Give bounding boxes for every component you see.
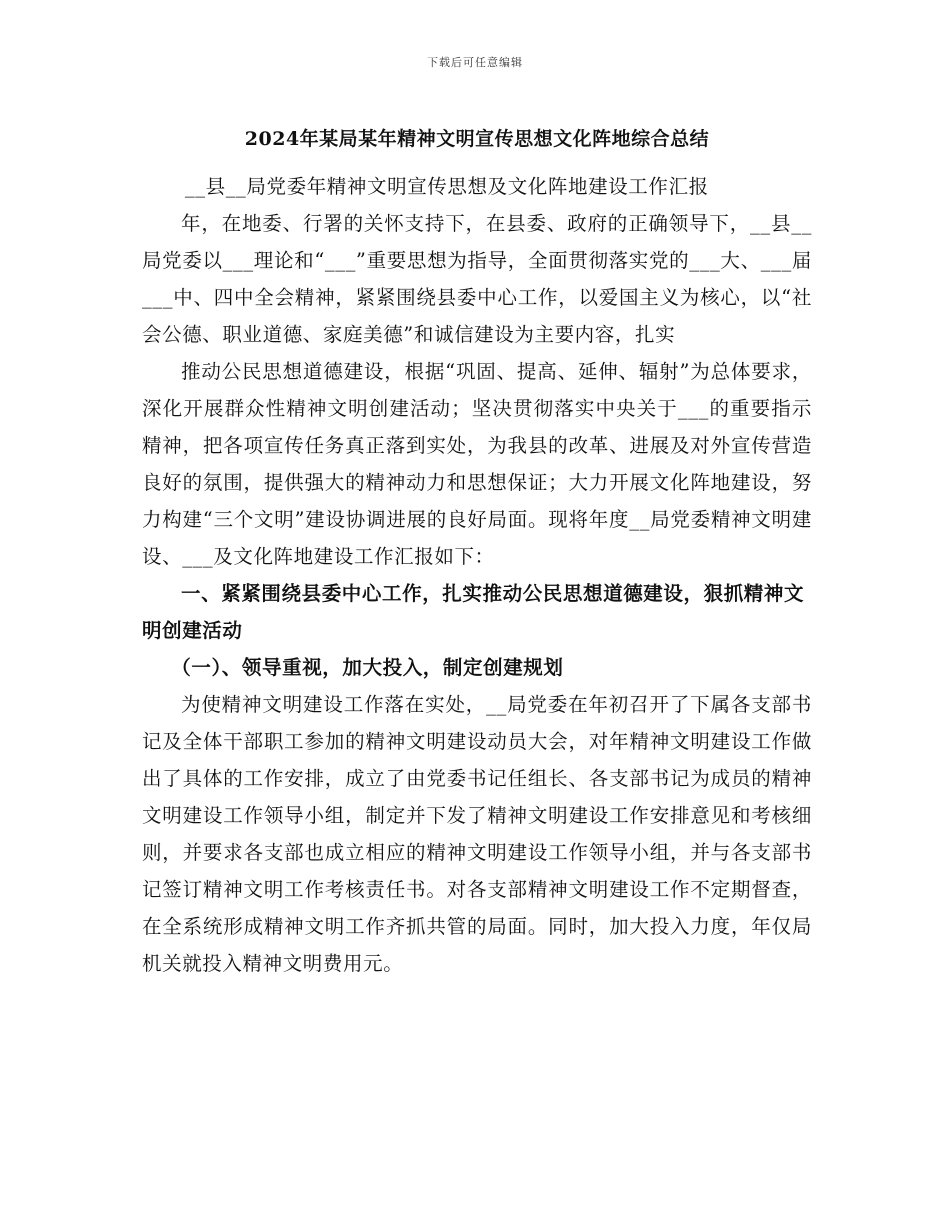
document-title: 2024年某局某年精神文明宣传思想文化阵地综合总结: [244, 128, 710, 150]
document-body: [142, 120, 812, 982]
section-1-heading: 一、紧紧围绕县委中心工作，扎实推动公民思想道德建设，狠抓精神文明创建活动: [142, 582, 805, 642]
subsection-1-body: 为使精神文明建设工作落在实处，__局党委在年初召开了下属各支部书记及全体干部职工参加的精神文明建设动员大会，对年精神文明建设工作做出了具体的工作安排，成立了由党委书记任组长、各支部书记为成员的精神文明建设工作领导小组，制定并下发了精神文明建设工作安排意见和考核细则，并要求各支部也成立相应的精神文明建设工作领导小组，并与各支部书记签订精神文明工作考核责任书。对各支部精神文明建设工作不定期督查，在全系统形成精神文明工作齐抓共管的局面。同时，加大投入力度，年仅局机关就投入精神文明费用元。: [142, 693, 812, 975]
header-note: 下载后可任意编辑: [427, 56, 523, 69]
report-subtitle: __县__局党委年精神文明宣传思想及文化阵地建设工作汇报: [184, 175, 709, 198]
intro-paragraph: 年，在地委、行署的关怀支持下，在县委、政府的正确领导下，__县__局党委以___理论和“___”重要思想为指导，全面贯彻落实党的___大、___届___中、四中全会精神，紧紧围绕县委中心工作，以爱国主义为核心，以“社会公德、职业道德、家庭美德”和诚信建设为主要内容，扎实: [142, 212, 812, 346]
subsection-1-heading: （一）、领导重视，加大投入，制定创建规划: [171, 656, 564, 679]
overview-paragraph: 推动公民思想道德建设，根据“巩固、提高、延伸、辐射”为总体要求，深化开展群众性精神文明创建活动；坚决贯彻落实中央关于___的重要指示精神，把各项宣传任务真正落到实处，为我县的改革、进展及对外宣传营造良好的氛围，提供强大的精神动力和思想保证；大力开展文化阵地建设，努力构建“三个文明”建设协调进展的良好局面。现将年度__局党委精神文明建设、___及文化阵地建设工作汇报如下：: [142, 360, 812, 568]
